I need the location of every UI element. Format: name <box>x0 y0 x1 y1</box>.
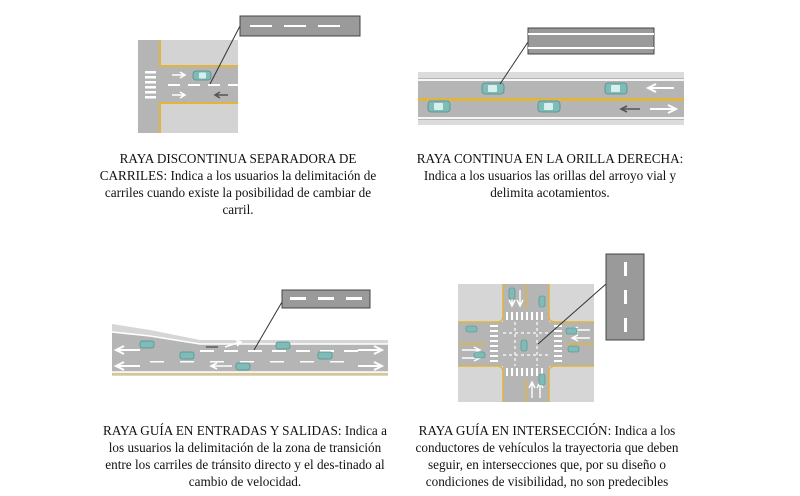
car <box>428 101 450 112</box>
car <box>236 363 250 370</box>
car <box>539 296 545 307</box>
road-ramp <box>112 324 388 376</box>
car <box>482 83 504 94</box>
callout-interseccion <box>538 254 644 344</box>
car <box>538 101 560 112</box>
car <box>180 352 194 359</box>
guide-line-intersection <box>503 322 549 366</box>
car <box>276 342 290 349</box>
road-t-junction <box>138 40 238 133</box>
callout-continua <box>500 28 654 84</box>
car <box>539 374 545 385</box>
car <box>140 341 154 348</box>
callout-entradas <box>254 290 370 350</box>
car <box>466 326 477 332</box>
car <box>521 340 527 351</box>
callout-discontinua <box>210 16 360 84</box>
car <box>318 352 332 359</box>
road-intersection <box>458 284 594 402</box>
car <box>193 71 211 80</box>
car <box>568 346 579 352</box>
guide-line-dashed <box>200 350 358 352</box>
car <box>605 83 627 94</box>
caption-discontinua: RAYA DISCONTINUA SEPARADORA DE CARRILES: Indica a los usuarios la delimitación de carriles cuando existe la posibilidad de cambiar de carril. <box>99 151 377 217</box>
caption-entradas: RAYA GUÍA EN ENTRADAS Y SALIDAS: Indica a los usuarios la delimitación de la zona de transición entre los carriles de tránsito directo y el des-tinado al cambio de velocidad. <box>103 423 387 489</box>
road-straight <box>418 72 684 125</box>
car <box>566 328 577 334</box>
caption-interseccion: RAYA GUÍA EN INTERSECCIÓN: Indica a los conductores de vehículos la trayectoria que deben seguir, en intersecciones que, por su diseño o condiciones de visibilidad, no son predecibles <box>415 423 679 489</box>
caption-continua: RAYA CONTINUA EN LA ORILLA DERECHA: Indica a los usuarios las orillas del arroyo vial y delimita acotamientos. <box>416 151 684 200</box>
car <box>474 352 485 358</box>
car <box>509 288 515 299</box>
dashed-lane-line <box>168 84 238 86</box>
